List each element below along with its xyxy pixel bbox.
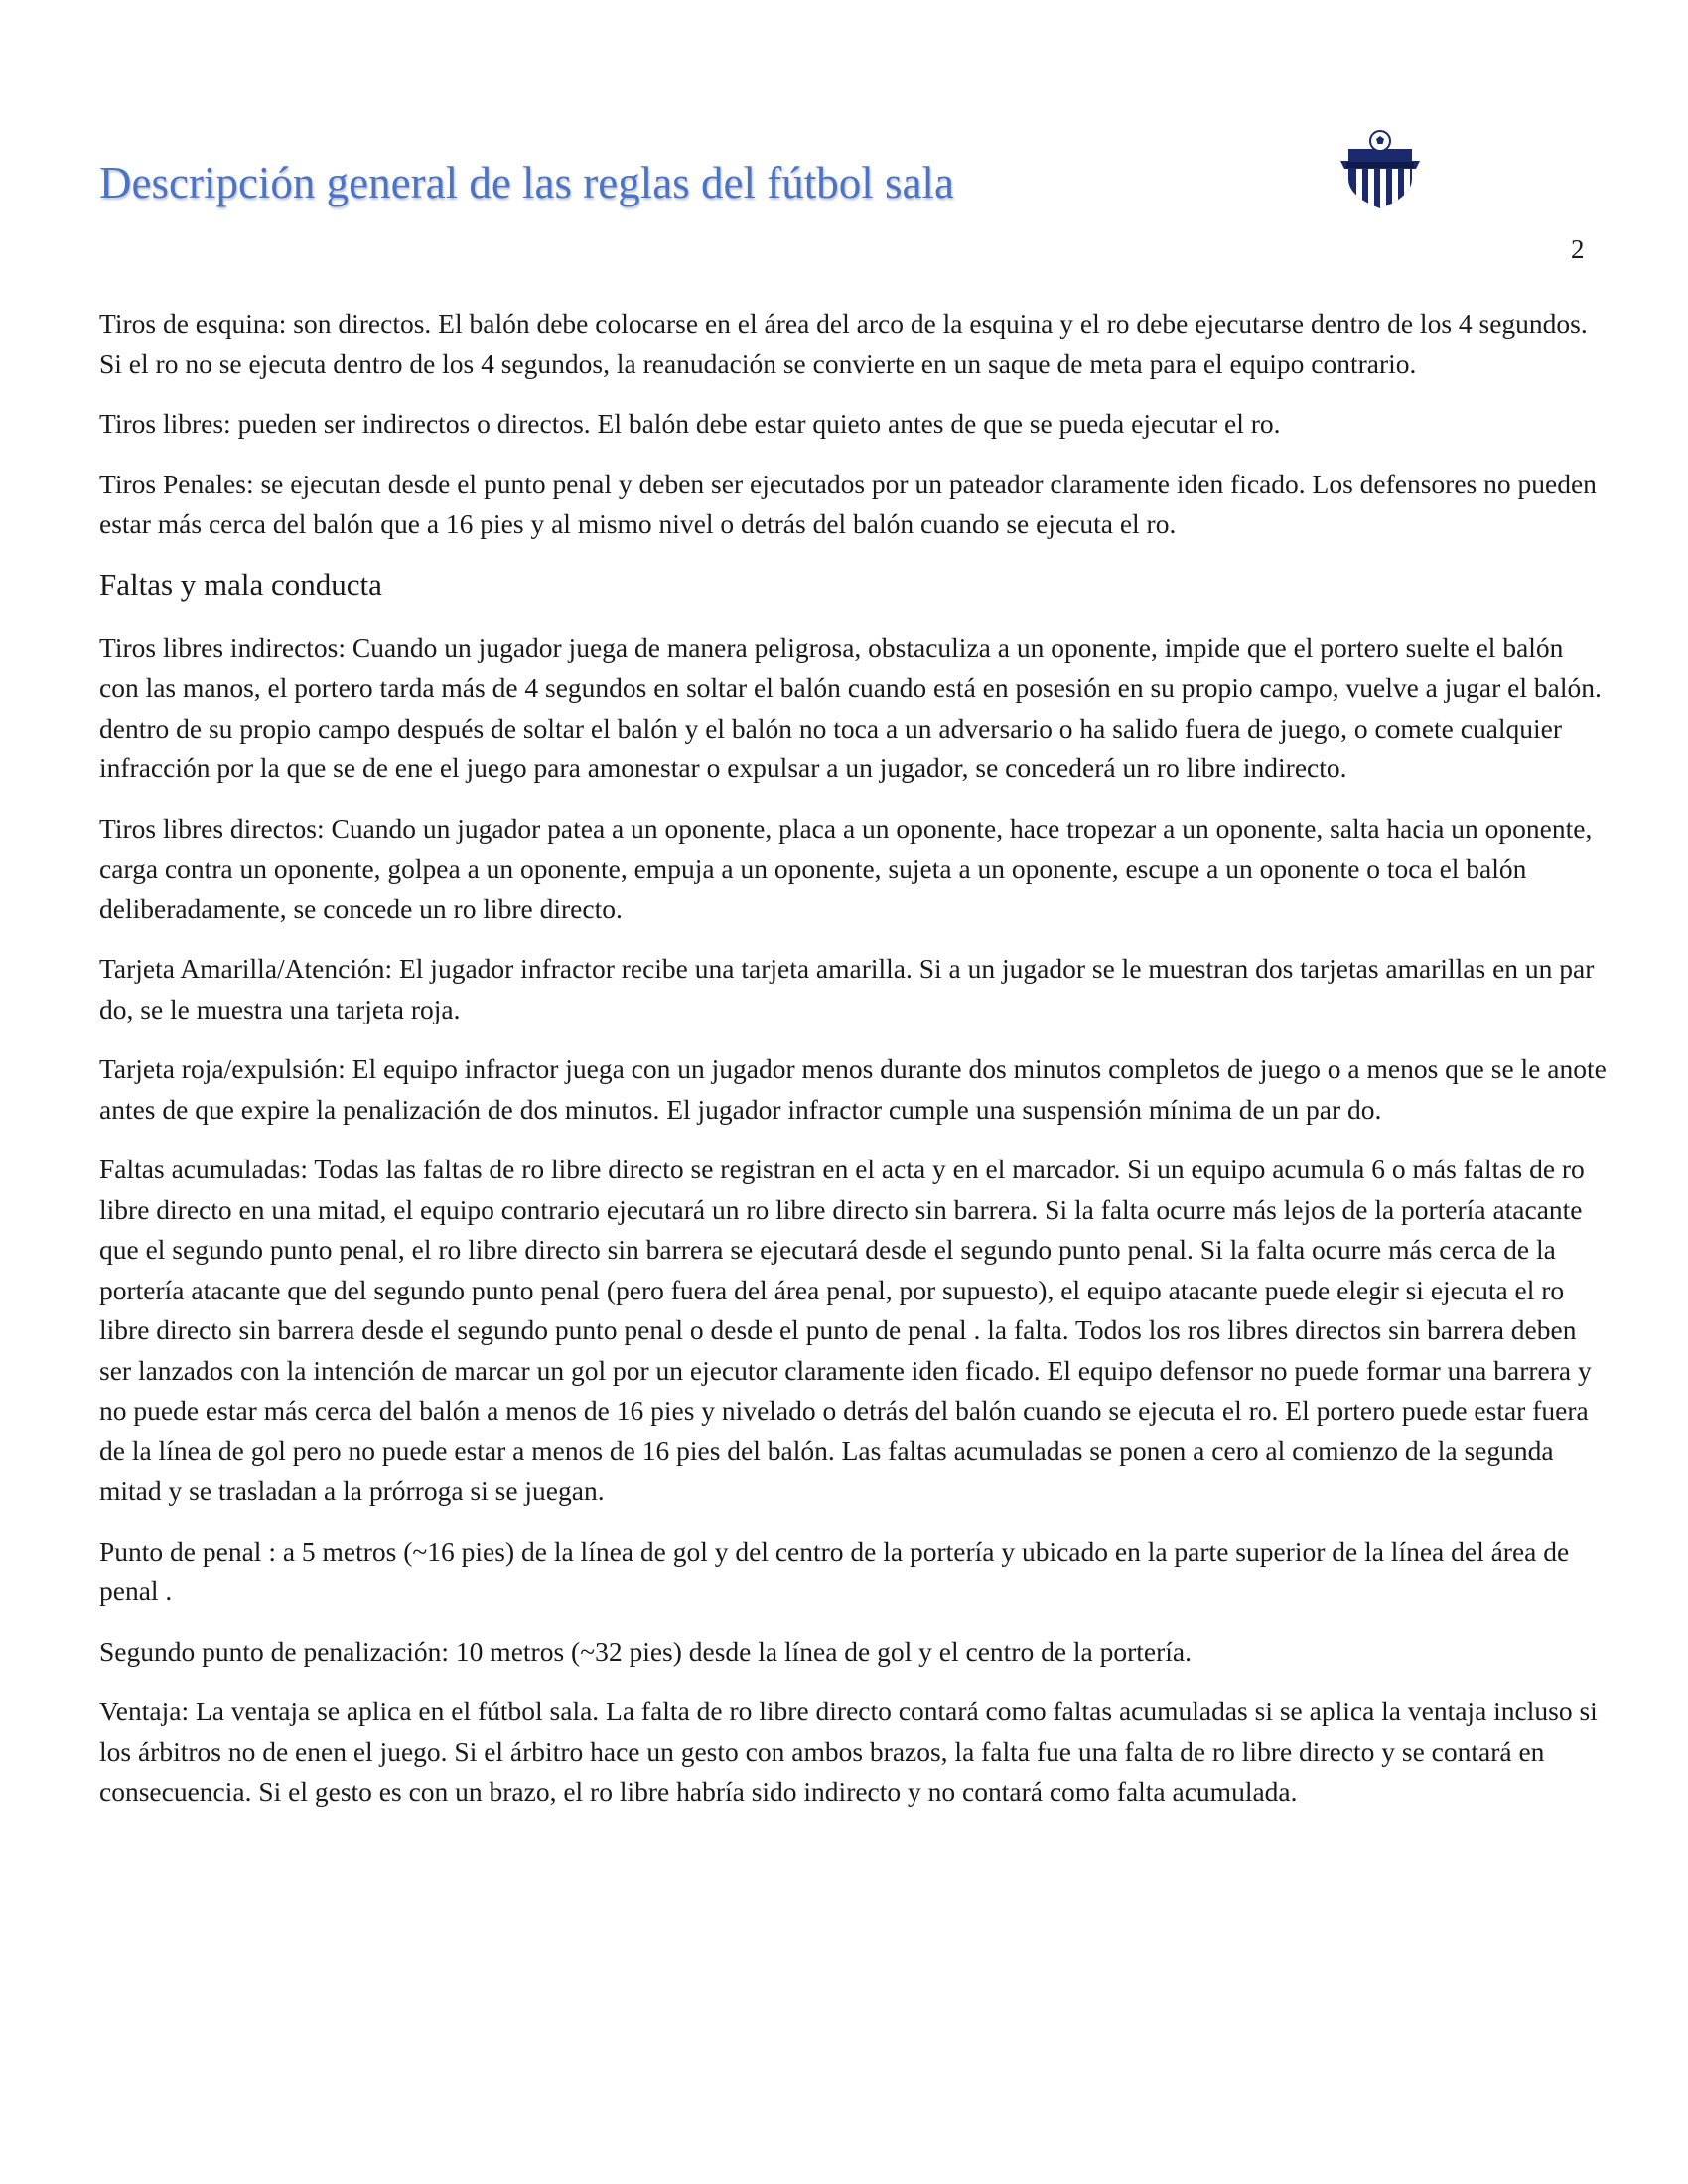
page-number: 2 <box>1571 234 1585 264</box>
document-body <box>99 304 1609 1833</box>
paragraph-accumulated-fouls: Faltas acumuladas: Todas las faltas de ro libre directo se registran en el acta y en el marcador. Si un equipo acumula 6 o más faltas de ro libre directo en una mitad, el equipo contrario ejecutará un ro libre directo sin barrera. Si la falta ocurre más lejos de la portería atacante que el segundo punto penal, el ro libre directo sin barrera se ejecutará desde el segundo punto penal. Si la falta ocurre más cerca de la portería atacante que del segundo punto penal (pero fuera del área penal, por supuesto), el equipo atacante puede elegir si ejecuta el ro libre directo sin barrera desde el segundo punto penal o desde el punto de penal . la falta. Todos los ros libres directos sin barrera deben ser lanzados con la intención de marcar un gol por un ejecutor claramente iden ficado. El equipo defensor no puede formar una barrera y no puede estar más cerca del balón a menos de 16 pies y nivelado o detrás del balón cuando se ejecuta el ro. El portero puede estar fuera de la línea de gol pero no puede estar a menos de 16 pies del balón. Las faltas acumuladas se ponen a cero al comienzo de la segunda mitad y se trasladan a la prórroga si se juegan. <box>99 1154 1592 1506</box>
paragraph-penalty-spot: Punto de penal : a 5 metros (~16 pies) de la línea de gol y del centro de la portería y ubicado en la parte superior de la línea del área de penal . <box>99 1535 1570 1606</box>
paragraph-second-penalty-spot: Segundo punto de penalización: 10 metros (~32 pies) desde la línea de gol y el centro de la portería. <box>99 1635 1193 1667</box>
paragraph-corner-kicks: Tiros de esquina: son directos. El balón debe colocarse en el área del arco de la esquina y el ro debe ejecutarse dentro de los 4 segundos. Si el ro no se ejecuta dentro de los 4 segundos, la reanudación se convierte en un saque de meta para el equipo contrario. <box>99 308 1588 379</box>
paragraph-direct-free-kicks: Tiros libres directos: Cuando un jugador patea a un oponente, placa a un oponente, hace tropezar a un oponente, salta hacia un oponente, carga contra un oponente, golpea a un oponente, empuja a un oponente, sujeta a un oponente, escupe a un oponente o toca el balón deliberadamente, se concede un ro libre directo. <box>99 812 1593 924</box>
paragraph-indirect-free-kicks: Tiros libres indirectos: Cuando un jugador juega de manera peligrosa, obstaculiza a un oponente, impide que el portero suelte el balón con las manos, el portero tarda más de 4 segundos en soltar el balón cuando está en posesión en su propio campo, vuelve a jugar el balón. dentro de su propio campo después de soltar el balón y el balón no toca a un adversario o ha salido fuera de juego, o comete cualquier infracción por la que se de ene el juego para amonestar o expulsar a un jugador, se concederá un ro libre indirecto. <box>99 631 1602 783</box>
paragraph-penalty-kicks: Tiros Penales: se ejecutan desde el punto penal y deben ser ejecutados por un pateador claramente iden ficado. Los defensores no pueden estar más cerca del balón que a 16 pies y al mismo nivel o detrás del balón cuando se ejecuta el ro. <box>99 468 1597 539</box>
paragraph-yellow-card: Tarjeta Amarilla/Atención: El jugador infractor recibe una tarjeta amarilla. Si a un jugador se le muestran dos tarjetas amarillas en un par do, se le muestra una tarjeta roja. <box>99 953 1595 1024</box>
paragraph-advantage: Ventaja: La ventaja se aplica en el fútbol sala. La falta de ro libre directo contará como faltas acumuladas si se aplica la ventaja incluso si los árbitros no de enen el juego. Si el árbitro hace un gesto con ambos brazos, la falta fue una falta de ro libre directo y se contará en consecuencia. Si el gesto es con un brazo, el ro libre habría sido indirecto y no contará como falta acumulada. <box>99 1696 1598 1807</box>
team-logo <box>1338 127 1422 210</box>
paragraph-free-kicks: Tiros libres: pueden ser indirectos o directos. El balón debe estar quieto antes de que se pueda ejecutar el ro. <box>99 408 1281 439</box>
page-title: Descripción general de las reglas del fútbol sala <box>99 158 954 207</box>
section-heading: Faltas y mala conducta <box>99 566 382 602</box>
paragraph-red-card: Tarjeta roja/expulsión: El equipo infractor juega con un jugador menos durante dos minutos completos de juego o a menos que se le anote antes de que expire la penalización de dos minutos. El jugador infractor cumple una suspensión mínima de un par do. <box>99 1053 1607 1125</box>
